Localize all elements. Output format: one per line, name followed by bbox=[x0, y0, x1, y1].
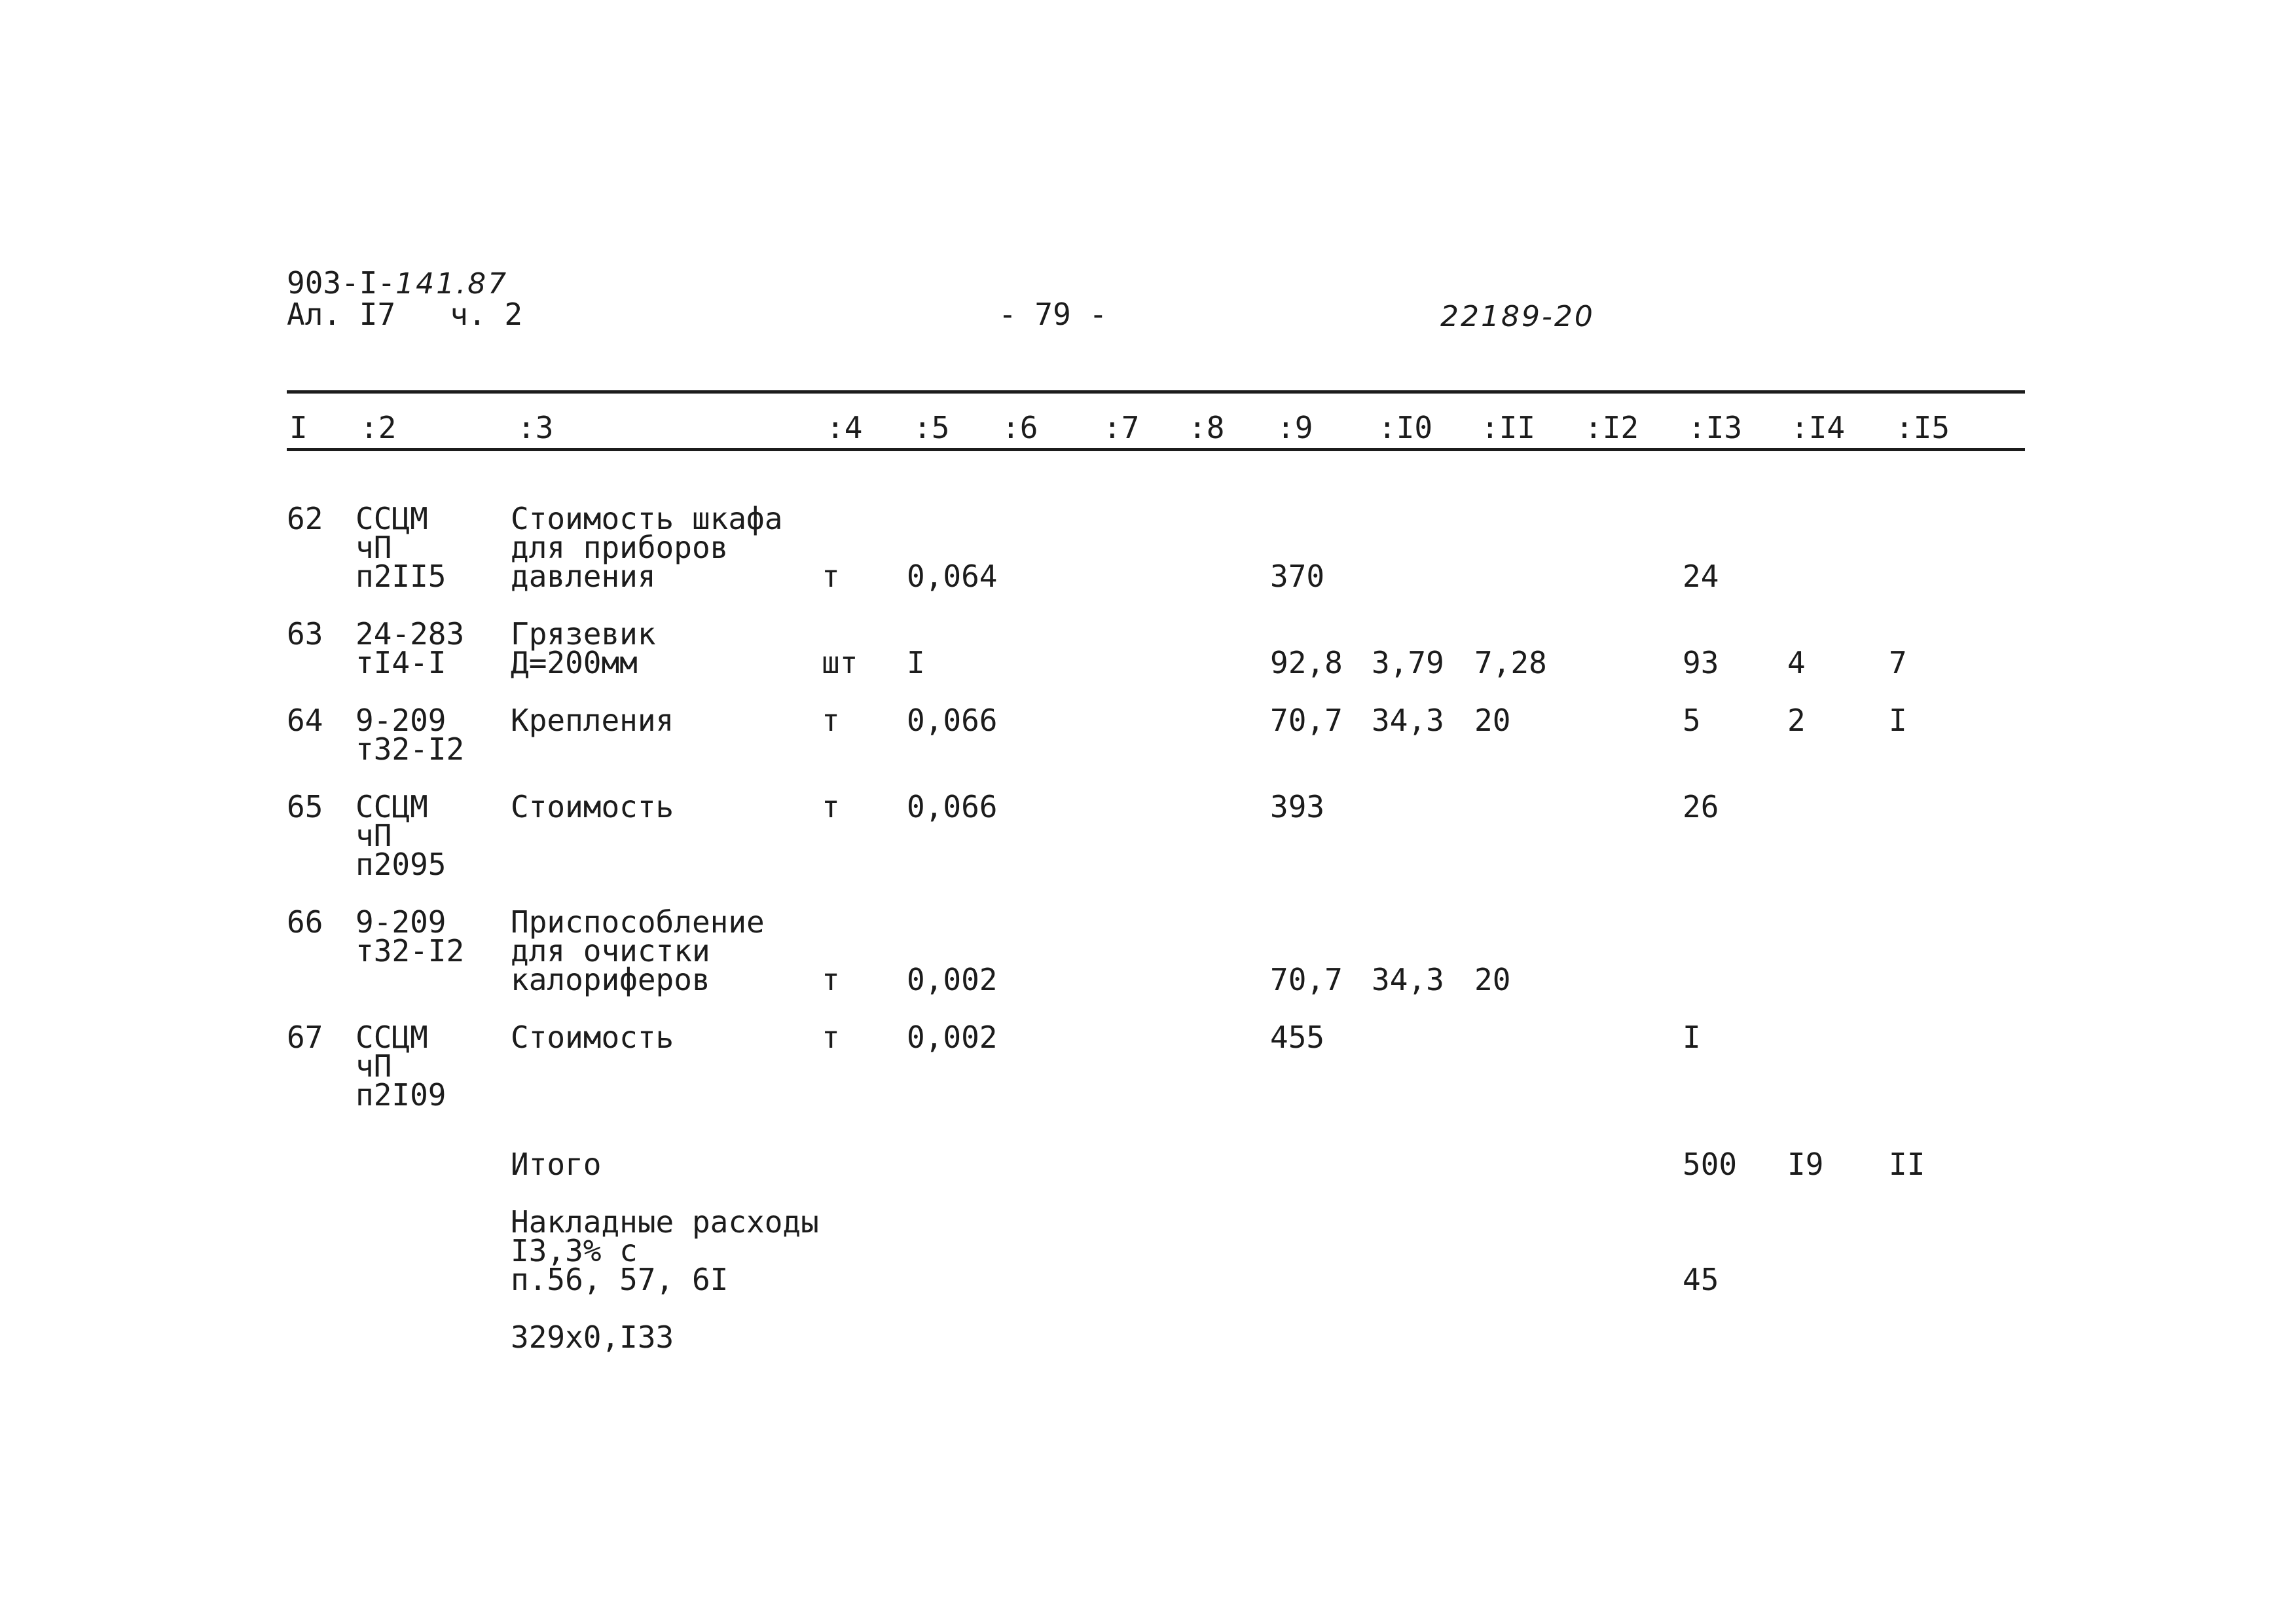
document-code-handwritten: 141.87 bbox=[395, 267, 509, 301]
row-col10: 3,79 bbox=[1372, 645, 1444, 680]
col-header-10: :I0 bbox=[1378, 410, 1433, 445]
row-name: Стоимость шкафа для приборов давления bbox=[511, 501, 783, 594]
inventory-stamp-number: 22189-20 bbox=[1440, 300, 1595, 333]
row-unit: т bbox=[822, 789, 840, 824]
col-header-2: :2 bbox=[360, 410, 397, 445]
row-col11: 20 bbox=[1474, 703, 1511, 738]
album-part-label: Ал. I7 ч. 2 bbox=[287, 297, 523, 332]
row-number: 66 bbox=[287, 904, 323, 940]
col-header-8: :8 bbox=[1188, 410, 1225, 445]
row-unit: т bbox=[822, 1020, 840, 1055]
col-header-1: I bbox=[289, 410, 308, 445]
row-quantity: 0,002 bbox=[907, 1020, 998, 1055]
row-number: 64 bbox=[287, 703, 323, 738]
row-col13: I bbox=[1683, 1020, 1701, 1055]
totals-col13: 500 bbox=[1683, 1147, 1738, 1182]
row-col13: 93 bbox=[1683, 645, 1719, 680]
row-number: 67 bbox=[287, 1020, 323, 1055]
row-quantity: 0,066 bbox=[907, 789, 998, 824]
row-number: 62 bbox=[287, 501, 323, 536]
header-top-rule bbox=[287, 390, 2025, 394]
row-number: 65 bbox=[287, 789, 323, 824]
totals-col14: I9 bbox=[1787, 1147, 1824, 1182]
row-unit: т bbox=[822, 559, 840, 594]
col-header-3: :3 bbox=[517, 410, 554, 445]
row-col9: 70,7 bbox=[1270, 962, 1343, 997]
row-reference: ССЦМ чП п2I09 bbox=[355, 1020, 446, 1113]
col-header-13: :I3 bbox=[1688, 410, 1743, 445]
row-col9: 92,8 bbox=[1270, 645, 1343, 680]
document-code bbox=[287, 265, 509, 301]
row-col14: 4 bbox=[1787, 645, 1806, 680]
col-header-12: :I2 bbox=[1584, 410, 1639, 445]
col-header-6: :6 bbox=[1002, 410, 1038, 445]
overhead-formula: 329х0,I33 bbox=[511, 1320, 674, 1355]
page-number: - 79 - bbox=[998, 297, 1108, 332]
row-quantity: 0,066 bbox=[907, 703, 998, 738]
document-code-printed: 903-I- bbox=[287, 265, 396, 301]
row-col14: 2 bbox=[1787, 703, 1806, 738]
row-col13: 26 bbox=[1683, 789, 1719, 824]
row-reference: 24-283 тI4-I bbox=[355, 616, 465, 680]
row-col15: I bbox=[1889, 703, 1907, 738]
row-name: Крепления bbox=[511, 703, 674, 738]
row-reference: 9-209 т32-I2 bbox=[355, 703, 465, 767]
row-name: Стоимость bbox=[511, 789, 674, 824]
row-number: 63 bbox=[287, 616, 323, 652]
row-quantity: I bbox=[907, 645, 925, 680]
row-col15: 7 bbox=[1889, 645, 1907, 680]
col-header-15: :I5 bbox=[1895, 410, 1950, 445]
totals-col15: II bbox=[1889, 1147, 1925, 1182]
row-quantity: 0,002 bbox=[907, 962, 998, 997]
col-header-4: :4 bbox=[826, 410, 863, 445]
header-bottom-rule bbox=[287, 448, 2025, 451]
row-col10: 34,3 bbox=[1372, 962, 1444, 997]
row-name: Грязевик Д=200мм bbox=[511, 616, 656, 680]
row-col9: 70,7 bbox=[1270, 703, 1343, 738]
row-col11: 7,28 bbox=[1474, 645, 1547, 680]
row-col10: 34,3 bbox=[1372, 703, 1444, 738]
row-name: Стоимость bbox=[511, 1020, 674, 1055]
row-col13: 5 bbox=[1683, 703, 1701, 738]
col-header-11: :II bbox=[1481, 410, 1536, 445]
row-reference: 9-209 т32-I2 bbox=[355, 904, 465, 969]
row-reference: ССЦМ чП п2II5 bbox=[355, 501, 446, 594]
row-col9: 455 bbox=[1270, 1020, 1325, 1055]
totals-label: Итого bbox=[511, 1147, 602, 1182]
row-unit: т bbox=[822, 962, 840, 997]
col-header-7: :7 bbox=[1103, 410, 1140, 445]
row-col9: 393 bbox=[1270, 789, 1325, 824]
row-col13: 24 bbox=[1683, 559, 1719, 594]
col-header-9: :9 bbox=[1277, 410, 1313, 445]
row-col9: 370 bbox=[1270, 559, 1325, 594]
row-col11: 20 bbox=[1474, 962, 1511, 997]
row-quantity: 0,064 bbox=[907, 559, 998, 594]
col-header-5: :5 bbox=[913, 410, 950, 445]
col-header-14: :I4 bbox=[1791, 410, 1846, 445]
row-reference: ССЦМ чП п2095 bbox=[355, 789, 446, 882]
overhead-col13: 45 bbox=[1683, 1262, 1719, 1297]
row-unit: шт bbox=[822, 645, 858, 680]
row-name: Приспособление для очистки калориферов bbox=[511, 904, 765, 997]
overhead-label: Накладные расходы I3,3% с п.56, 57, 6I bbox=[511, 1204, 819, 1297]
row-unit: т bbox=[822, 703, 840, 738]
